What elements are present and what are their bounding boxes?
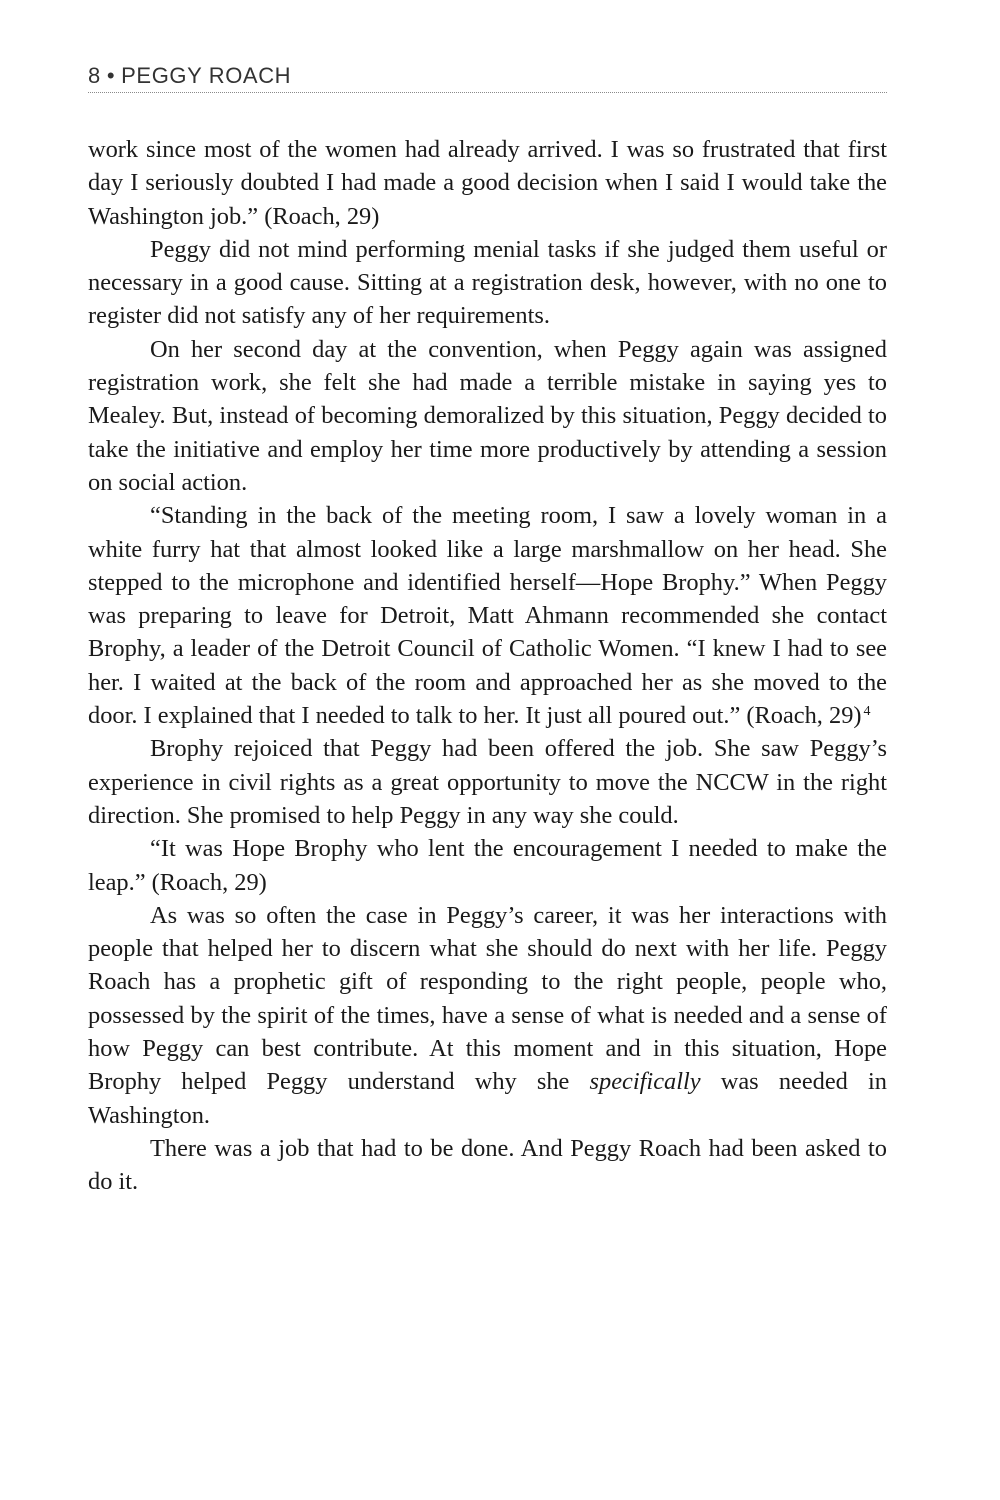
paragraph: work since most of the women had already arrived. I was so frustrated that first day I seriously doubted I had made a good decision when I said I would take the Washington job.” (Roach, 29) bbox=[88, 136, 887, 230]
paragraph: There was a job that had to be done. And Peggy Roach had been asked to do it. bbox=[88, 1134, 887, 1196]
header-separator: • bbox=[106, 63, 116, 88]
paragraph: Peggy did not mind performing menial tasks if she judged them useful or necessary in a good cause. Sitting at a registration desk, however, with no one to register did not satisfy any of her requirements. bbox=[88, 235, 887, 330]
footnote-marker: 4 bbox=[863, 704, 871, 720]
paragraph bbox=[88, 899, 887, 1132]
paragraph-text: was needed in Washington. bbox=[88, 1068, 887, 1129]
running-header bbox=[88, 60, 887, 93]
paragraph-text: “Standing in the back of the meeting room, I saw a lovely woman in a white furry hat that almost looked like a large marshmallow on her head. She stepped to the microphone and identified herself—Hope Brophy.” When Peggy was preparing to leave for Detroit, Matt Ahmann recommended she contact Brophy, a leader of the Detroit Council of Catholic Women. “I knew I had to see her. I waited at the back of the room and approached her as she moved to the door. I explained that I needed to talk to her. It just all poured out.” (Roach, 29) bbox=[88, 502, 887, 730]
paragraph: “It was Hope Brophy who lent the encouragement I needed to make the leap.” (Roach, 29) bbox=[88, 835, 887, 896]
page-number: 8 bbox=[88, 63, 101, 88]
book-page bbox=[88, 60, 887, 1199]
paragraph: On her second day at the convention, when Peggy again was assigned registration work, she felt she had made a terrible mistake in saying yes to Mealey. But, instead of becoming demoralized by this situation, Peggy decided to take the initiative and employ her time more productively by attending a session on social action. bbox=[88, 335, 887, 496]
running-title: PEGGY ROACH bbox=[121, 63, 292, 88]
emphasis-text: specifically bbox=[589, 1068, 701, 1096]
body-text bbox=[88, 133, 887, 1199]
paragraph-text: As was so often the case in Peggy’s career, it was her interactions with people that helped her to discern what she should do next with her life. Peggy Roach has a prophetic gift of responding to the right people, people who, possessed by the spirit of the times, have a sense of what is needed and a sense of how Peggy can best contribute. At this moment and in this situation, Hope Brophy helped Peggy understand why she bbox=[88, 901, 887, 1096]
paragraph bbox=[88, 499, 887, 732]
paragraph: Brophy rejoiced that Peggy had been offered the job. She saw Peggy’s experience in civil rights as a great opportunity to move the NCCW in the right direction. She promised to help Peggy in any way she could. bbox=[88, 735, 887, 829]
